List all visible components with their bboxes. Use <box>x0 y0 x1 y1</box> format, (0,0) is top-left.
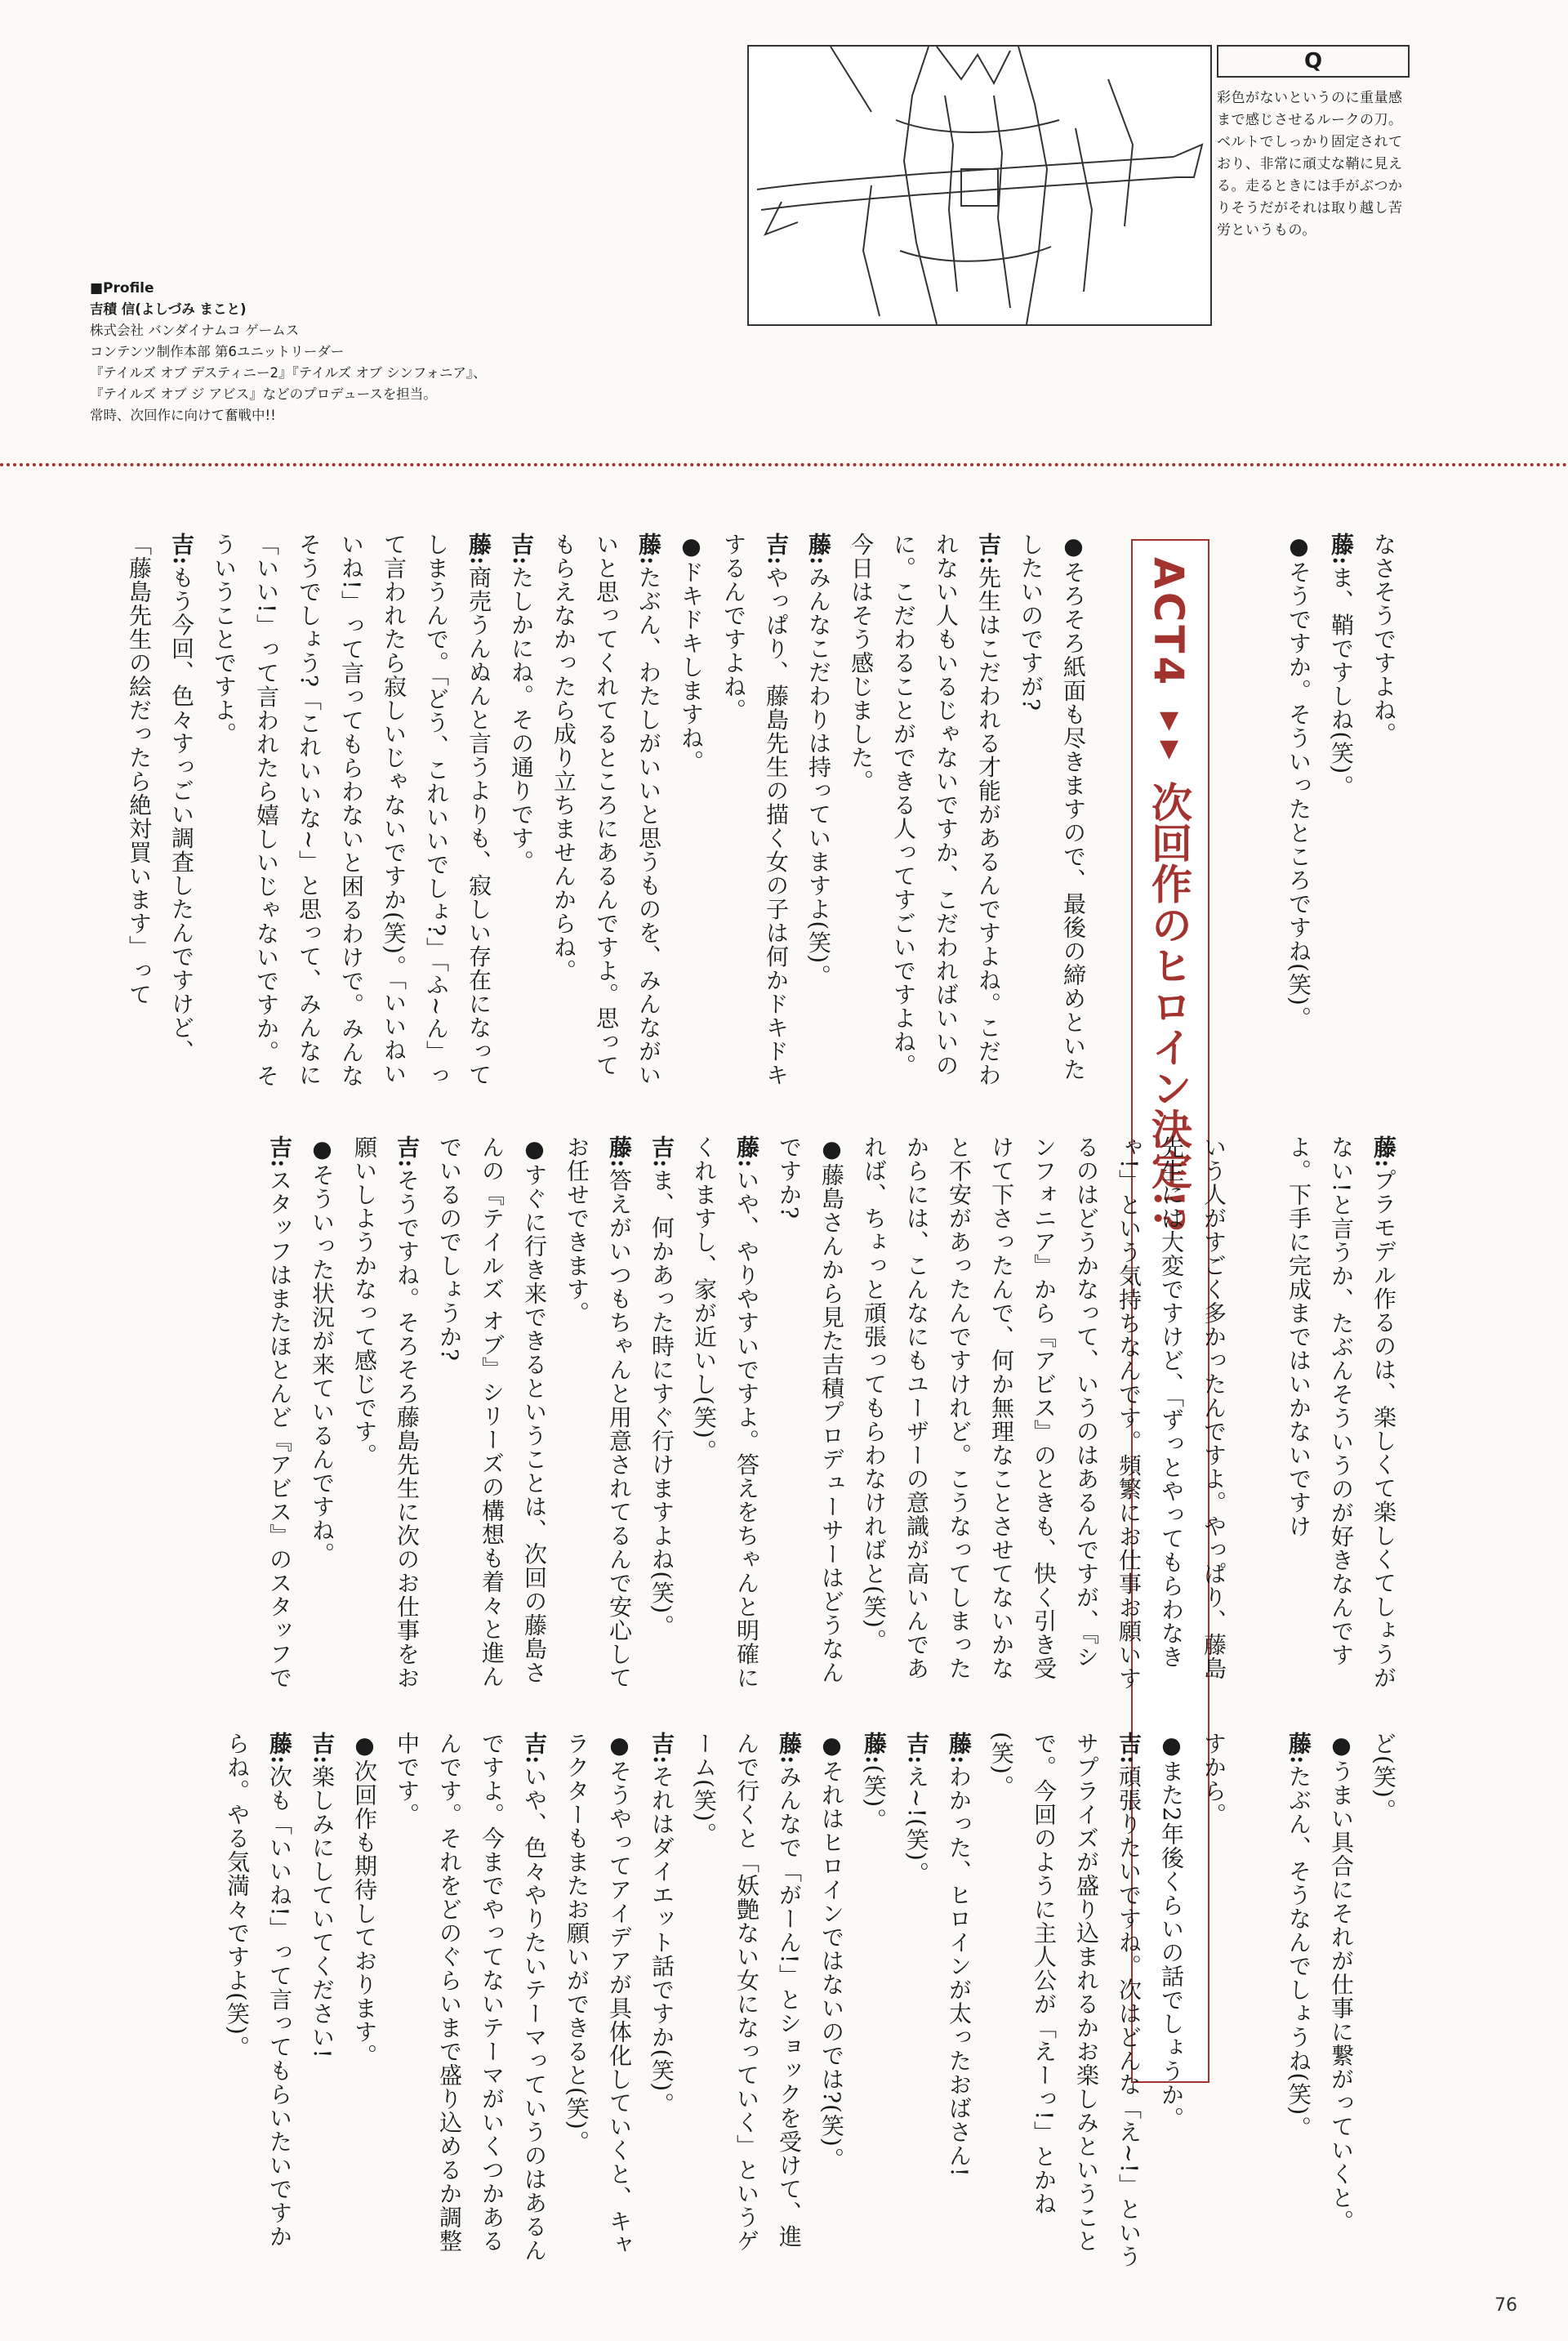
speaker-label: 吉: <box>975 533 1002 566</box>
interview-row-1-right <box>1277 533 1405 1096</box>
dialogue-text: そうですね。そろそろ藤島先生に次のお仕事をお願いしようかなって感じです。 <box>351 1135 421 1690</box>
dialogue-line <box>670 533 712 1096</box>
speaker-label: 藤: <box>1285 1732 1312 1765</box>
dialogue-line <box>1192 1732 1235 2271</box>
dialogue-line <box>555 1135 640 1691</box>
dialogue-text: わかった、ヒロインが太ったおばさん! <box>946 1764 973 2178</box>
dialogue-text: 楽しみにしていてください! <box>309 1764 336 2059</box>
speaker-label: 吉: <box>168 533 195 566</box>
dialogue-line <box>1362 533 1405 1096</box>
speaker-label: 吉: <box>266 1135 293 1169</box>
dialogue-line <box>203 533 500 1096</box>
speaker-label: 藤: <box>466 533 492 566</box>
dialogue-line <box>853 1135 1235 1691</box>
speaker-label: 吉: <box>394 1135 421 1169</box>
dialogue-text: ま、何かあった時にすぐ行けますよね(笑)。 <box>648 1168 675 1639</box>
dialogue-line <box>1320 1732 1362 2271</box>
dialogue-line <box>768 1135 853 1691</box>
dialogue-text: ま、鞘ですしね(笑)。 <box>1328 565 1355 799</box>
dialogue-line <box>385 1732 555 2271</box>
speaker-label: 吉: <box>508 533 535 566</box>
dialogue-text: 先生はこだわれる才能があるんですよね。こだわれない人もいるじゃないですか、こだわればいいのに。こだわることができる人ってすごいですよね。今日はそう感じました。 <box>848 533 1002 1087</box>
dialogue-line <box>1362 1732 1405 2271</box>
dialogue-text: 商売うんぬんと言うよりも、寂しい存在になってしまうんで。「どう、これいいでしょ?」「ふ~ん」って言われたら寂しいじゃないですか(笑)。「いいねいいね!」って言ってもらわないと困るわけで。みんなそうでしょう?「これいいな~」と思って、みんなに「いい!」って言われたら嬉しいじゃないですか。そういうことですよ。 <box>211 533 492 1088</box>
interview-row-2 <box>258 1135 1405 1691</box>
dialogue-line <box>853 1732 895 2271</box>
dialogue-text: ●それはヒロインではないのでは?(笑)。 <box>818 1732 845 2171</box>
profile-line: 『テイルズ オブ デスティニー2』『テイルズ オブ シンフォニア』、 <box>90 365 487 381</box>
dialogue-text: たぶん、わたしがいいと思うものを、みんながいいと思ってくれてるところにあるんですよ。思ってもらえなかったら成り立ちませんからね。 <box>550 533 662 1087</box>
speaker-label: 吉: <box>763 533 790 566</box>
dialogue-text: みんなで「がーん!」とショックを受けて、進んで行くと「妖艶ない女になっていく」というゲーム(笑)。 <box>691 1732 803 2253</box>
interview-row-1-left <box>118 533 1094 1096</box>
dialogue-text: いう人がすごく多かったんですよ。やっぱり、藤島先生には大変ですけど、「ずっとやってもらわなきゃ!」という気持ちなんです。頻繁にお仕事お願いするのはどうかなって、いうのはあるんですが、『シンフォニア』から『アビス』のときも、快く引き受けて下さったんで、何か無理なことさせてないかなと不安があったんですけれど。こうなってしまったからには、こんなにもユーザーの意識が高いんであれば、ちょっと頑張ってもらわなければと(笑)。 <box>861 1135 1227 1691</box>
speaker-label: 藤: <box>861 1732 888 1765</box>
speaker-label: 藤: <box>733 1135 760 1169</box>
dialogue-line <box>895 1732 938 2271</box>
dialogue-text: ●うまい具合にそれが仕事に繋がっていくと。 <box>1328 1732 1355 2233</box>
dialogue-line <box>343 1732 385 2271</box>
dialogue-text: いや、やりやすいですよ。答えをちゃんと明確にくれますし、家が近いし(笑)。 <box>691 1135 760 1690</box>
speaker-label: 吉: <box>1116 1732 1143 1765</box>
dialogue-text: え~!(笑)。 <box>903 1764 930 1885</box>
speaker-label: 藤: <box>266 1732 293 1765</box>
speaker-label: 吉: <box>903 1732 930 1765</box>
profile-line: コンテンツ制作本部 第6ユニットリーダー <box>90 344 345 359</box>
dialogue-text: みんなこだわりは持っていますよ(笑)。 <box>805 565 832 988</box>
dialogue-text: ●藤島さんから見た吉積プロデューサーはどうなんですか? <box>776 1135 845 1684</box>
dialogue-line <box>1150 1732 1192 2271</box>
dialogue-line <box>683 1732 810 2271</box>
dialogue-line <box>797 533 840 1096</box>
dialogue-line <box>301 1732 343 2271</box>
q-label: Q <box>1217 45 1410 78</box>
dialogue-text: ●そろそろ紙面も尽きますので、最後の締めといたしたいのですが? <box>1018 533 1087 1081</box>
page-number: 76 <box>1494 2295 1517 2316</box>
dialogue-line <box>640 1732 683 2271</box>
dialogue-text: ●すぐに行き来できるということは、次回の藤島さんの『テイルズ オブ』シリーズの構想も着々と進んでいるのでしょうか? <box>436 1135 548 1688</box>
dialogue-text: スタッフはまたほとんど『アビス』のスタッフで <box>266 1168 293 1690</box>
speaker-label: 吉: <box>648 1135 675 1169</box>
sketch-drawing <box>749 47 1210 324</box>
dialogue-line <box>555 1732 640 2271</box>
dialogue-line <box>1277 1135 1405 1691</box>
dialogue-line <box>840 533 1009 1096</box>
dialogue-text: ●また2年後くらいの話でしょうか。 <box>1158 1732 1185 2130</box>
dialogue-text: (笑)。 <box>861 1764 888 1832</box>
dialogue-line <box>500 533 542 1096</box>
dialogue-text: ど(笑)。 <box>1370 1732 1397 1822</box>
speaker-label: 藤: <box>1328 533 1355 566</box>
profile-line: 『テイルズ オブ ジ アビス』などのプロデュースを担当。 <box>90 386 437 402</box>
dialogue-text: もう今回、色々すっごい調査したんですけど、「藤島先生の絵だったら絶対買います」って <box>126 533 195 1063</box>
dialogue-line <box>1277 533 1320 1096</box>
dialogue-text: 答えがいつもちゃんと用意されてるんで安心してお任せできます。 <box>564 1135 633 1690</box>
speaker-label: 吉: <box>309 1732 336 1765</box>
dialogue-text: たぶん、そうなんでしょうね(笑)。 <box>1285 1764 1312 2140</box>
speaker-label: 藤: <box>946 1732 973 1765</box>
dialogue-line <box>712 533 797 1096</box>
speaker-label: 藤: <box>805 533 832 566</box>
sword-sketch-illustration <box>747 45 1212 326</box>
act-code: ACT4 <box>1145 557 1192 689</box>
dialogue-line <box>810 1732 853 2271</box>
q-caption-box <box>1217 45 1410 242</box>
profile-line: 常時、次回作に向けて奮戦中!! <box>90 408 276 423</box>
act-title: 次回作のヒロイン決定!? <box>1145 781 1193 1232</box>
dialogue-text: ●そうやってアイデアが具体化していくと、キャラクターもまたお願いができると(笑)。 <box>564 1732 633 2257</box>
dialogue-line <box>1277 1732 1320 2271</box>
speaker-label: 吉: <box>648 1732 675 1765</box>
dialogue-line <box>640 1135 683 1691</box>
profile-block <box>90 278 662 426</box>
dialogue-line <box>938 1732 980 2271</box>
dialogue-text: いや、色々やりたいテーマっていうのはあるんですよ。今までやってないテーマがいくつかあるんです。それをどのぐらいまで盛り込めるか調整中です。 <box>394 1732 548 2263</box>
triangle-arrows: ▼▼ <box>1155 706 1183 764</box>
dotted-divider <box>0 463 1568 466</box>
dialogue-text: それはダイエット話ですか(笑)。 <box>648 1764 675 2116</box>
dialogue-line <box>1009 533 1094 1096</box>
speaker-label: 藤: <box>1370 1135 1397 1169</box>
dialogue-text: プラモデル作るのは、楽しくて楽しくてしょうがない!と言うか、たぶんそういうのが好きなんですよ。下手に完成まではいかないですけ <box>1285 1135 1397 1690</box>
speaker-label: 藤: <box>776 1732 803 1765</box>
dialogue-text: なさそうですよね。 <box>1370 533 1397 746</box>
dialogue-text: やっぱり、藤島先生の描く女の子は何かドキドキするんですよね。 <box>720 533 790 1087</box>
dialogue-text: ●そういった状況が来ているんですね。 <box>309 1135 336 1566</box>
profile-heading: ■Profile <box>90 280 154 297</box>
speaker-label: 吉: <box>521 1732 548 1765</box>
dialogue-line <box>542 533 670 1096</box>
q-caption-text: 彩色がないというのに重量感まで感じさせるルークの刀。ベルトでしっかり固定されており、非常に頑丈な鞘に見える。走るときには手がぶつかりそうだがそれは取り越し苦労というもの。 <box>1217 90 1403 239</box>
dialogue-line <box>118 533 203 1096</box>
dialogue-line <box>683 1135 768 1691</box>
dialogue-text: ●ドキドキしますね。 <box>678 533 705 774</box>
dialogue-line <box>1320 533 1362 1096</box>
dialogue-line <box>301 1135 343 1691</box>
dialogue-text: 次も「いいね!」って言ってもらいたいですからね。やる気満々ですよ(笑)。 <box>224 1732 293 2249</box>
profile-line: 株式会社 バンダイナムコ ゲームス <box>90 323 300 338</box>
speaker-label: 藤: <box>606 1135 633 1169</box>
dialogue-line <box>216 1732 301 2271</box>
dialogue-text: すから。 <box>1200 1732 1227 1826</box>
dialogue-text: たしかにね。その通りです。 <box>508 565 535 874</box>
dialogue-text: ●そうですか。そういったところですね(笑)。 <box>1285 533 1312 1030</box>
dialogue-line <box>428 1135 555 1691</box>
speaker-label: 藤: <box>635 533 662 566</box>
dialogue-line <box>258 1135 301 1691</box>
dialogue-text: 頑張りたいですね。次はどんな「え~!」というサプライズが盛り込まれるかお楽しみということで。今回のように主人公が「えーっ!」とかね(笑)。 <box>988 1732 1143 2269</box>
profile-name: 吉積 信(よしづみ まこと) <box>90 301 247 317</box>
interview-row-3 <box>216 1732 1405 2271</box>
dialogue-line <box>980 1732 1150 2271</box>
dialogue-line <box>343 1135 428 1691</box>
dialogue-text: ●次回作も期待しております。 <box>351 1732 378 2067</box>
